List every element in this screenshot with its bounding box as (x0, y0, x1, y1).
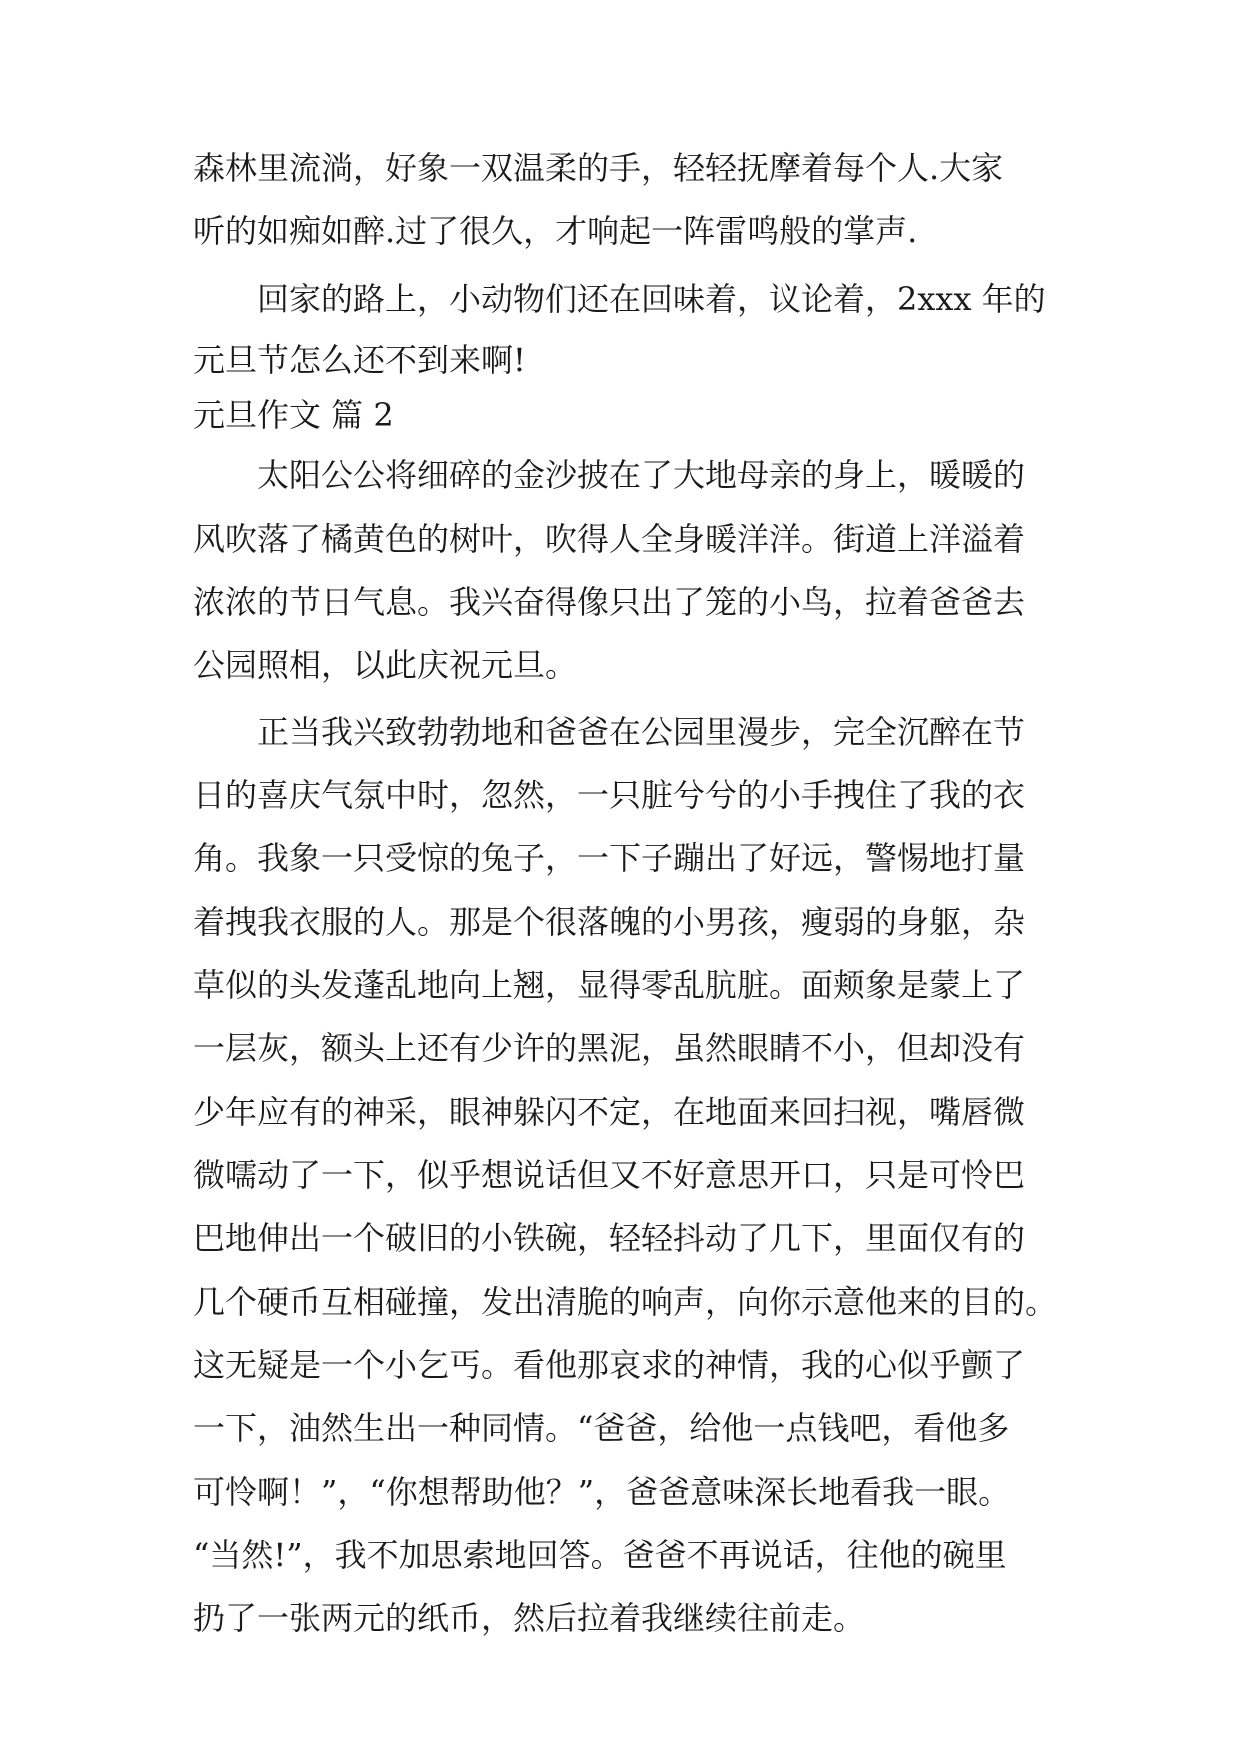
text-line: 风吹落了橘黄色的树叶，吹得人全身暖洋洋。街道上洋溢着 (193, 520, 1026, 558)
text-line: 听的如痴如醉.过了很久，才响起一阵雷鸣般的掌声. (193, 212, 918, 250)
text-line: 角。我象一只受惊的兔子，一下子蹦出了好远，警惕地打量 (193, 839, 1026, 877)
paragraph-start: 太阳公公将细碎的金沙披在了大地母亲的身上，暖暖的 (257, 456, 1026, 494)
paragraph-start: 正当我兴致勃勃地和爸爸在公园里漫步，完全沉醉在节 (257, 713, 1026, 751)
paragraph-start: 回家的路上，小动物们还在回味着，议论着，2xxx 年的 (257, 280, 1046, 318)
text-line: 这无疑是一个小乞丐。看他那哀求的神情，我的心似乎颤了 (193, 1346, 1026, 1384)
text-line: “当然!”，我不加思索地回答。爸爸不再说话，往他的碗里 (193, 1536, 1007, 1574)
text-line: 扔了一张两元的纸币，然后拉着我继续往前走。 (193, 1599, 866, 1637)
text-line: 着拽我衣服的人。那是个很落魄的小男孩，瘦弱的身躯，杂 (193, 903, 1026, 941)
text-line: 微嚅动了一下，似乎想说话但又不好意思开口，只是可怜巴 (193, 1156, 1026, 1194)
text-line: 一层灰，额头上还有少许的黑泥，虽然眼睛不小，但却没有 (193, 1029, 1026, 1067)
text-line: 几个硬币互相碰撞，发出清脆的响声，向你示意他来的目的。 (193, 1283, 1058, 1321)
text-line: 草似的头发蓬乱地向上翘，显得零乱肮脏。面颊象是蒙上了 (193, 966, 1026, 1004)
text-line: 元旦节怎么还不到来啊! (193, 341, 526, 379)
text-line: 森林里流淌，好象一双温柔的手，轻轻抚摩着每个人.大家 (193, 149, 1004, 187)
text-line: 巴地伸出一个破旧的小铁碗，轻轻抖动了几下，里面仅有的 (193, 1219, 1026, 1257)
text-line: 公园照相，以此庆祝元旦。 (193, 646, 578, 684)
text-line: 日的喜庆气氛中时，忽然，一只脏兮兮的小手拽住了我的衣 (193, 776, 1026, 814)
text-line: 少年应有的神采，眼神躲闪不定，在地面来回扫视，嘴唇微 (193, 1093, 1026, 1131)
text-line: 一下，油然生出一种同情。“爸爸，给他一点钱吧，看他多 (193, 1409, 1010, 1447)
text-line: 可怜啊！”，“你想帮助他？”，爸爸意味深长地看我一眼。 (193, 1473, 1011, 1511)
section-heading: 元旦作文 篇 2 (193, 396, 394, 434)
text-line: 浓浓的节日气息。我兴奋得像只出了笼的小鸟，拉着爸爸去 (193, 583, 1026, 621)
